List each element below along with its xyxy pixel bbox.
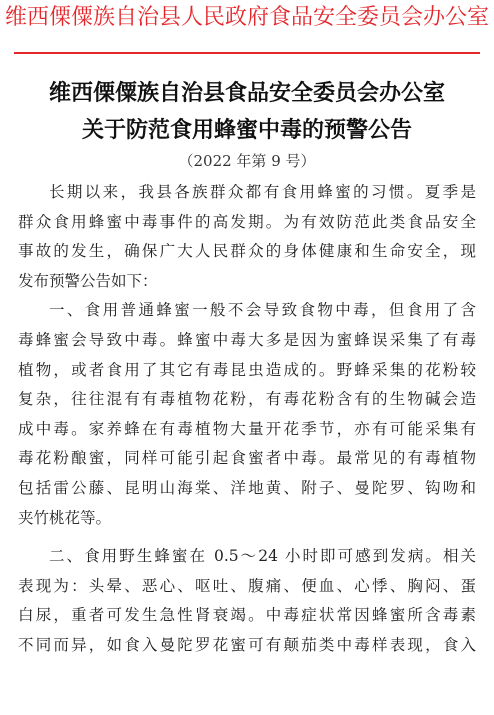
body-line: 长期以来，我县各族群众都有食用蜂蜜的习惯。夏季是 <box>49 183 476 201</box>
body-line: 植物，或者食用了其它有毒昆虫造成的。野蜂采集的花粉较 <box>18 360 476 379</box>
body-line: 毒蜂蜜会导致中毒。蜂蜜中毒大多是因为蜜蜂误采集了有毒 <box>18 330 476 349</box>
body-line: 群众食用蜂蜜中毒事件的高发期。为有效防范此类食品安全 <box>18 212 476 231</box>
body-line: 一、食用普通蜂蜜一般不会导致食物中毒，但食用了含 <box>49 301 476 320</box>
body-line: 表现为：头晕、恶心、呕吐、腹痛、便血、心悸、胸闷、蛋 <box>18 576 476 595</box>
document-body <box>18 178 476 661</box>
body-line: 复杂，往往混有有毒植物花粉，有毒花粉含有的生物碱会造 <box>18 390 476 409</box>
body-line: 不同而异，如食入曼陀罗花蜜可有颠茄类中毒样表现，食入 <box>18 635 476 654</box>
document-title-line-2: 关于防范食用蜂蜜中毒的预警公告 <box>81 117 412 143</box>
document-title-line-1: 维西傈僳族自治县食品安全委员会办公室 <box>48 80 445 106</box>
body-line: 夹竹桃花等。 <box>18 508 112 527</box>
body-line: 发布预警公告如下： <box>18 271 158 290</box>
body-line: 二、食用野生蜂蜜在 0.5～24 小时即可感到发病。相关 <box>49 547 476 566</box>
document-number: （2022 年第 9 号） <box>178 152 316 170</box>
red-divider-line <box>14 52 480 54</box>
body-line: 包括雷公藤、昆明山海棠、洋地黄、附子、曼陀罗、钩吻和 <box>18 478 476 497</box>
body-line: 事故的发生，确保广大人民群众的身体健康和生命安全，现 <box>18 242 476 261</box>
body-line: 成中毒。家养蜂在有毒植物大量开花季节，亦有可能采集有 <box>18 419 476 438</box>
body-line: 毒花粉酿蜜，同样可能引起食蜜者中毒。最常见的有毒植物 <box>18 449 476 468</box>
body-line: 白尿，重者可发生急性肾衰竭。中毒症状常因蜂蜜所含毒素 <box>18 606 476 625</box>
issuer-header: 维西傈僳族自治县人民政府食品安全委员会办公室 <box>4 5 489 30</box>
